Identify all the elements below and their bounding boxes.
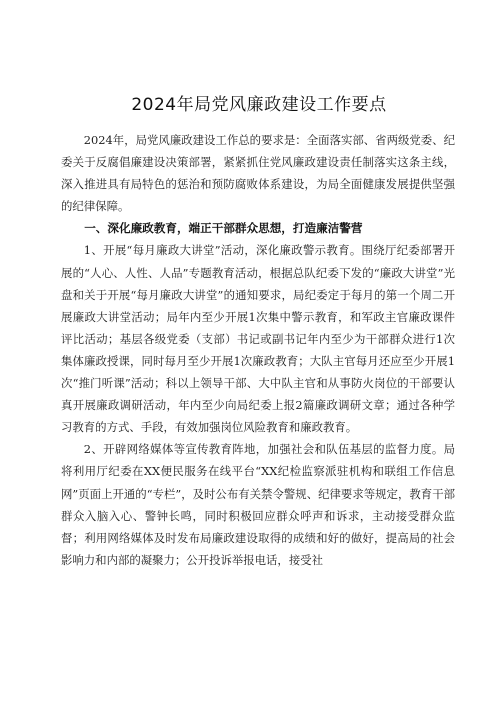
- section-heading: 一、深化廉政教育，端正干部群众思想，打造廉洁警营: [84, 221, 363, 236]
- item-paragraph-1: 1、开展“每月廉政大讲堂”活动，深化廉政警示教育。围绕厅纪委部署开展的“人心、人性、人品”专题教育活动，根据总队纪委下发的“廉政大讲堂”光盘和关于开展“每月廉政大讲堂”的通知要求，局纪委定于每月的第一个周二开展廉政大讲堂活动；局年内至少开展1次集中警示教育，和军政主官廉政课件评比活动；基层各级党委（支部）书记或副书记年内至少为干部群众进行1次集体廉政授课，同时每月至少开展1次廉政教育；大队主官每月还应至少开展1次“推门听课”活动；科以上领导干部、大中队主官和从事防火岗位的干部要认真开展廉政调研活动，年内至少向局纪委上报2篇廉政调研文章；通过各种学习教育的方式、手段，有效加强岗位风险教育和廉政教育。: [61, 243, 455, 435]
- item-paragraph-2: 2、开辟网络媒体等宣传教育阵地，加强社会和队伍基层的监督力度。局将利用厅纪委在XX便民服务在线平台“XX纪检监察派驻机构和联组工作信息网”页面上开通的“专栏”，及时公布有关禁令警规、纪律要求等规定，教育干部群众入脑入心、警钟长鸣，同时积极回应群众呼声和诉求，主动接受群众监督；利用网络媒体及时发布局廉政建设取得的成绩和好的做好，提高局的社会影响力和内部的凝聚力；公开投诉举报电话，接受社: [61, 442, 455, 567]
- intro-paragraph: 2024年，局党风廉政建设工作总的要求是：全面落实部、省两级党委、纪委关于反腐倡廉建设决策部署，紧紧抓住党风廉政建设责任制落实这条主线，深入推进具有局特色的惩治和预防腐败体系建设，为局全面健康发展提供坚强的纪律保障。: [61, 133, 455, 214]
- document-title: 2024年局党风廉政建设工作要点: [131, 95, 387, 115]
